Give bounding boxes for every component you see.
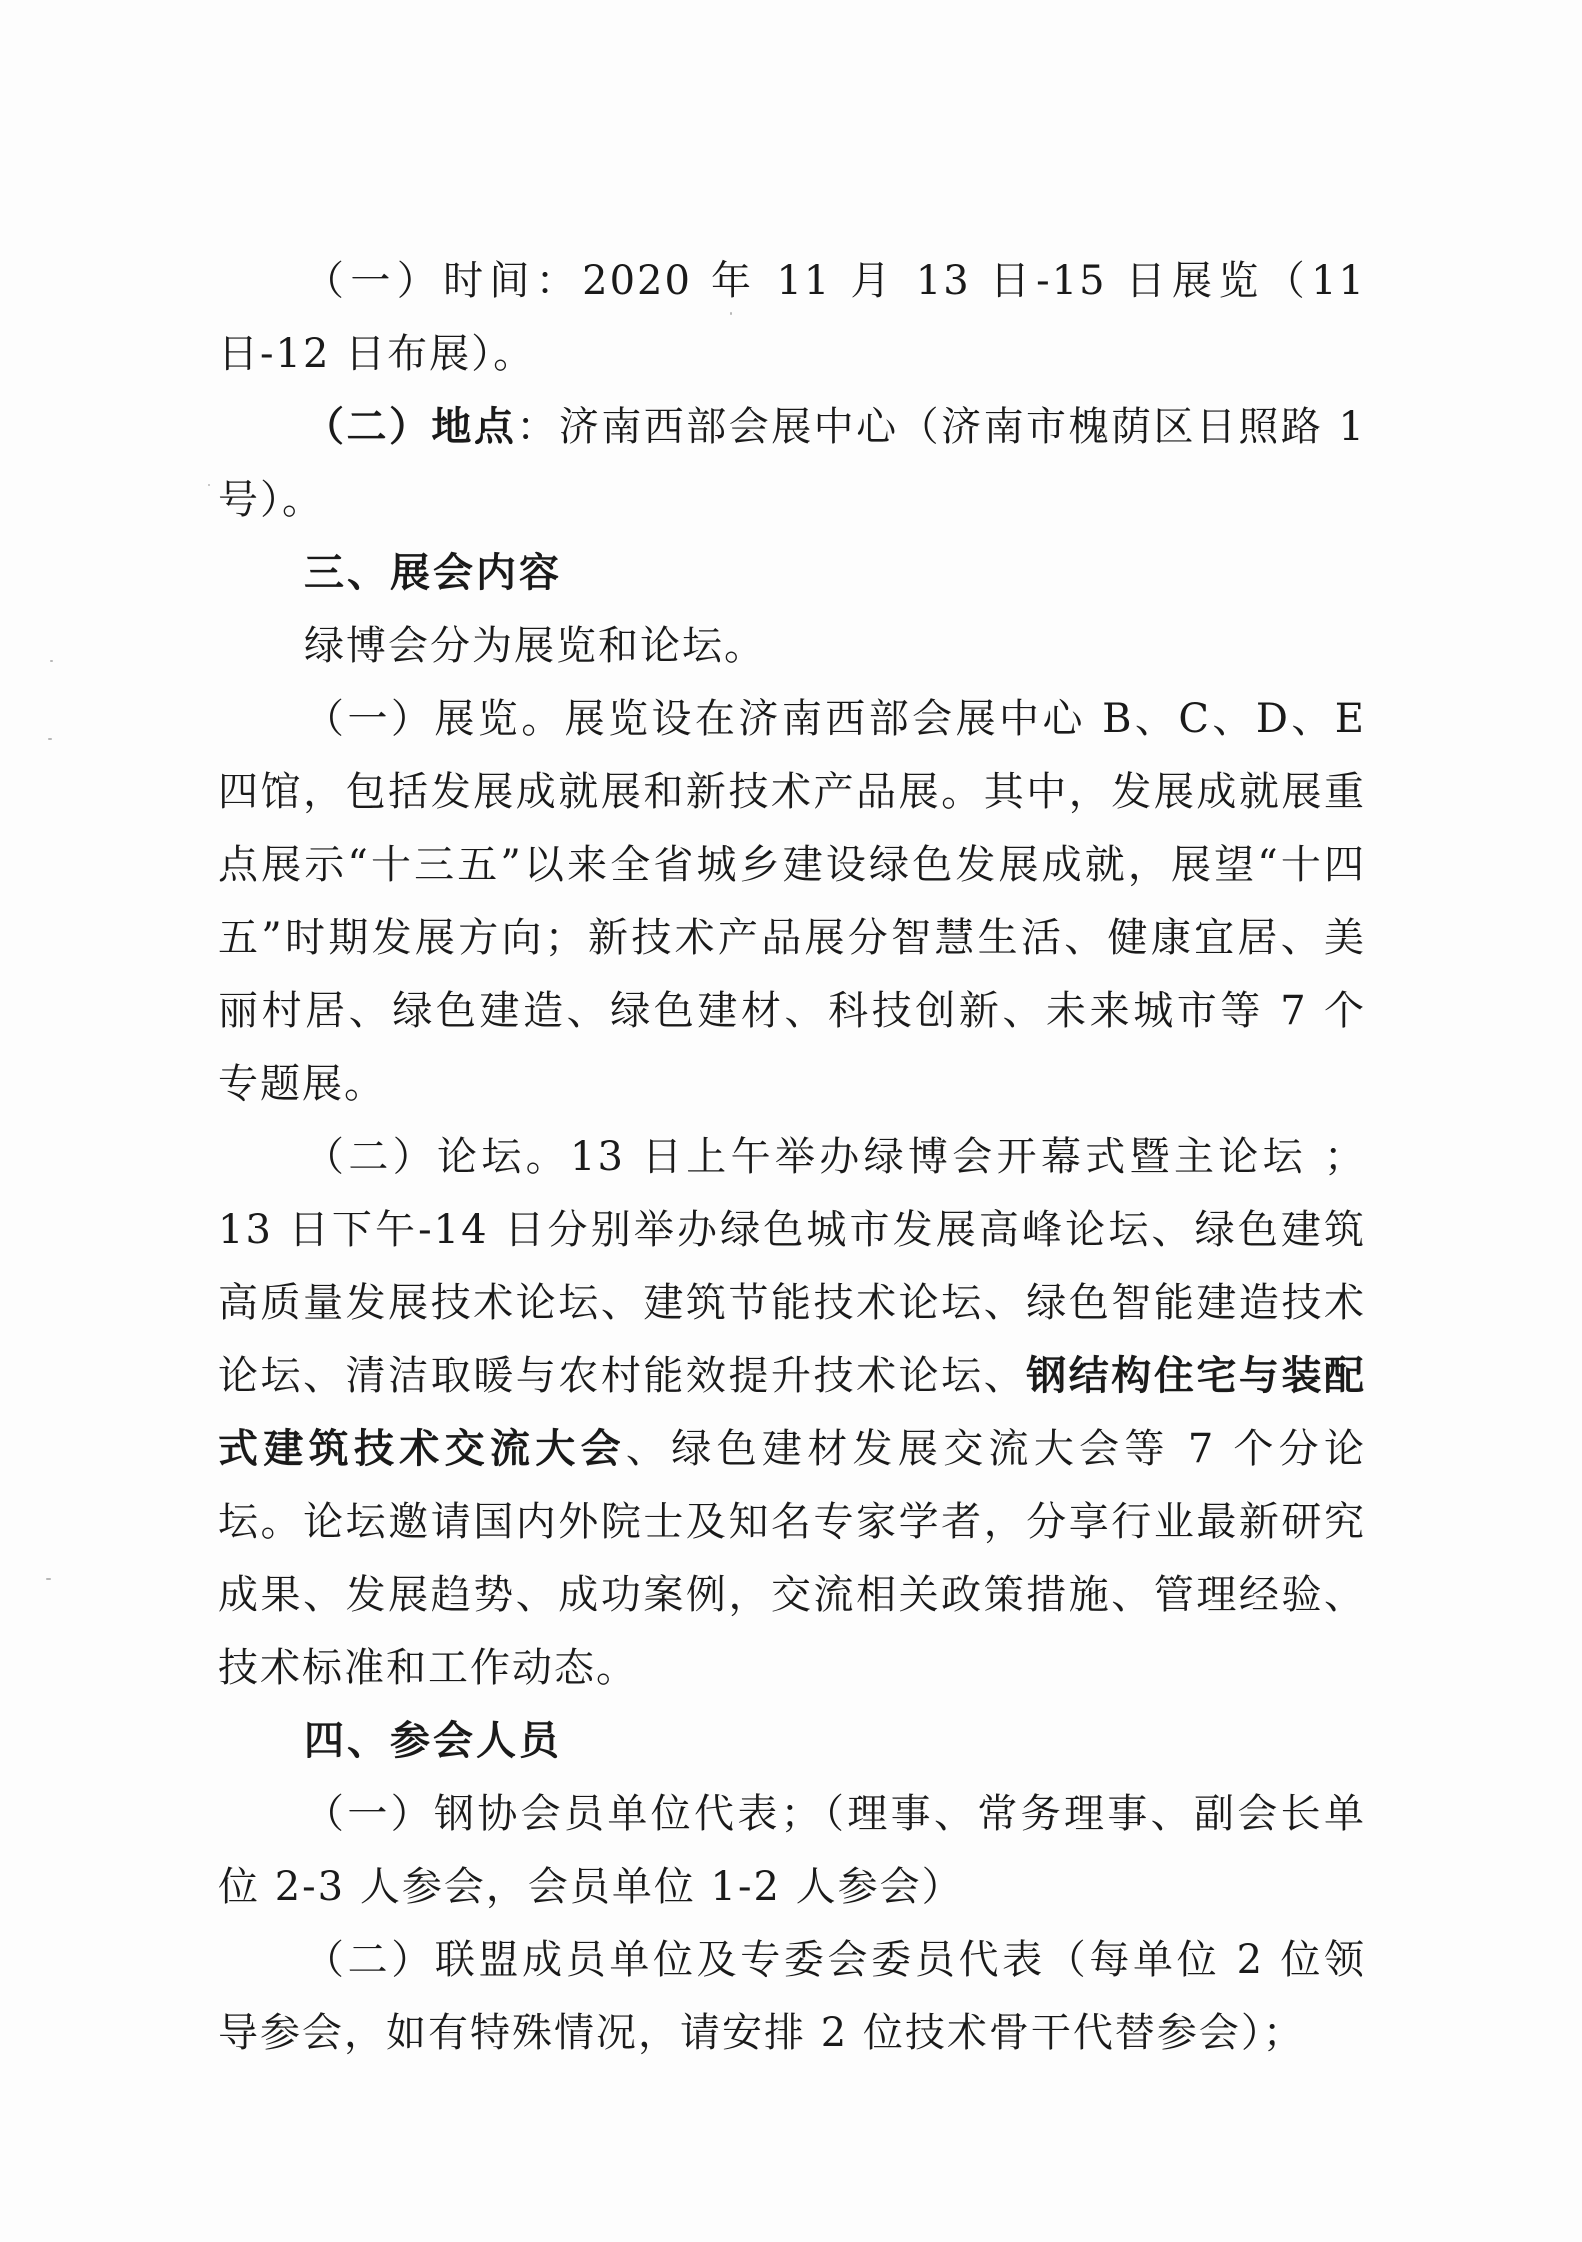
time-text: （一）时间：2020 年 11 月 13 日-15 日展览（11 日-12 日布展）。 — [218, 258, 1366, 377]
scan-speck — [208, 484, 210, 486]
attendees-2-text: （二）联盟成员单位及专委会委员代表（每单位 2 位领导参会，如有特殊情况，请安排 2 位技术骨干代替参会）； — [218, 1937, 1366, 2056]
section-heading-content: 三、展会内容 — [304, 550, 562, 596]
section-heading-attendees: 四、参会人员 — [304, 1718, 562, 1764]
paragraph-attendees-1 — [218, 1778, 1366, 1924]
forum-text-b: 、绿色建材发展交流大会等 7 个分论坛。论坛邀请国内外院士及知名专家学者，分享行业最新研究成果、发展趋势、成功案例，交流相关政策措施、管理经验、技术标准和工作动态。 — [218, 1426, 1366, 1691]
scan-speck — [48, 738, 52, 740]
exhibition-text: 。展览设在济南西部会展中心 B、C、D、E 四馆，包括发展成就展和新技术产品展。其中，发展成就展重点展示“十三五”以来全省城乡建设绿色发展成就，展望“十四五”时期发展方向；新技术产品展分智慧生活、健康宜居、美丽村居、绿色建造、绿色建材、科技创新、未来城市等 7 个专题展。 — [218, 696, 1366, 1107]
exhibition-label: （一）展览 — [304, 696, 522, 742]
forum-bold-highlight: 钢结构住宅与装配式建筑技术交流大会 — [218, 1353, 1367, 1472]
paragraph-intro — [218, 610, 1366, 683]
paragraph-attendees-2 — [218, 1924, 1366, 2070]
intro-text: 绿博会分为展览和论坛。 — [304, 623, 766, 669]
scan-speck — [46, 1578, 51, 1580]
forum-text-a: 。13 日上午举办绿博会开幕式暨主论坛 ；13 日下午-14 日分别举办绿色城市发展高峰论坛、绿色建筑高质量发展技术论坛、建筑节能技术论坛、绿色智能建造技术论坛、清洁取暖与农村能效提升技术论坛、 — [218, 1134, 1367, 1399]
scan-speck — [730, 312, 732, 315]
document-body — [218, 245, 1366, 2070]
scan-speck — [50, 660, 53, 662]
location-text: ：济南西部会展中心（济南市槐荫区日照路 1 号）。 — [218, 404, 1367, 523]
paragraph-time — [218, 245, 1366, 391]
paragraph-forum — [218, 1121, 1366, 1705]
forum-label: （二）论坛 — [304, 1134, 526, 1180]
paragraph-location — [218, 391, 1366, 537]
attendees-1-text: （一）钢协会员单位代表；（理事、常务理事、副会长单位 2-3 人参会，会员单位 1-2 人参会） — [218, 1791, 1366, 1910]
location-label: （二）地点 — [304, 404, 517, 450]
paragraph-exhibition — [218, 683, 1366, 1121]
